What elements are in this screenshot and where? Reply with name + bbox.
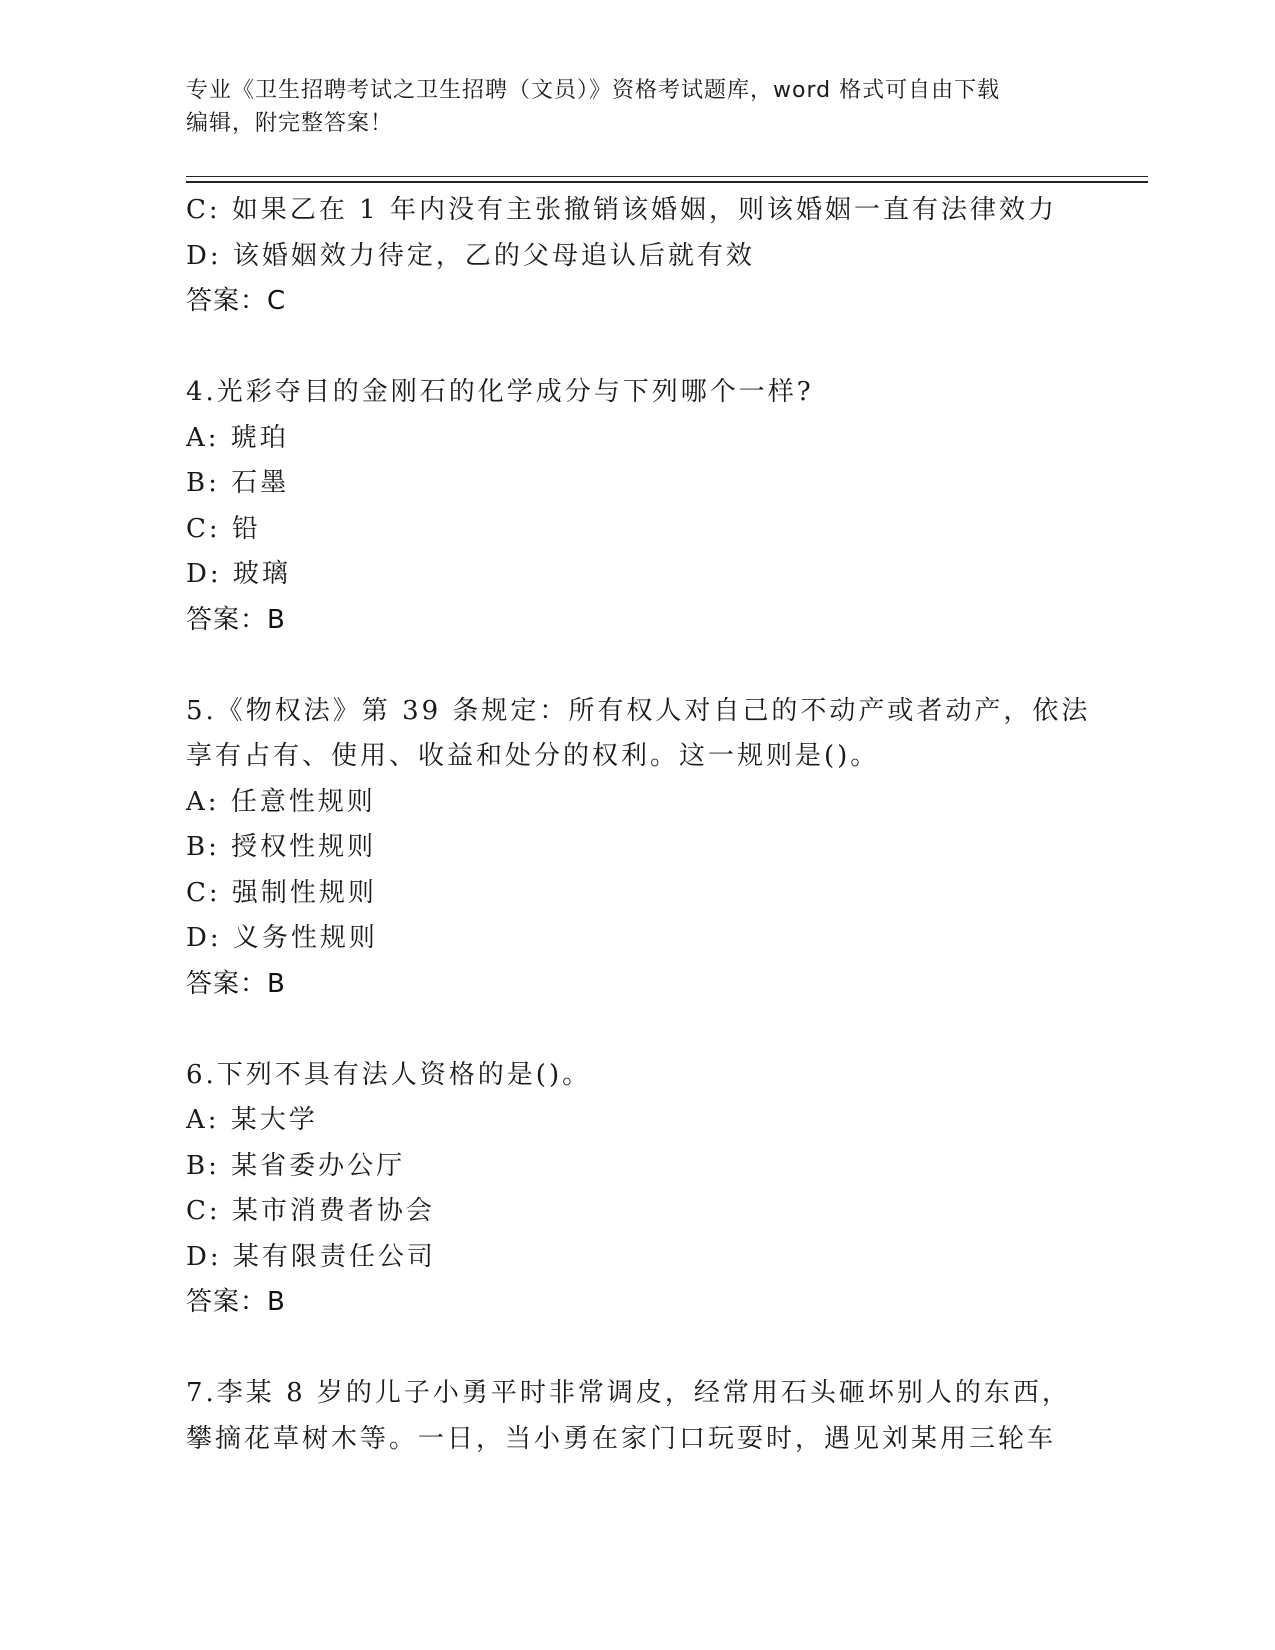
spacer (186, 643, 1116, 689)
option-c: C: 如果乙在 1 年内没有主张撤销该婚姻，则该婚姻一直有法律效力 (186, 195, 1057, 225)
question-stem-line-1: 5.《物权法》第 39 条规定：所有权人对自己的不动产或者动产，依法 (186, 695, 1091, 726)
question-stem-line-1: 7.李某 8 岁的儿子小勇平时非常调皮，经常用石头砸坏别人的东西， (186, 1378, 1071, 1408)
question-stem: 6.下列不具有法人资格的是()。 (186, 1059, 592, 1090)
question-list (186, 188, 1116, 1462)
option-c: C: 某市消费者协会 (186, 1196, 435, 1226)
option-b: B: 授权性规则 (186, 832, 377, 862)
spacer (186, 1326, 1116, 1372)
option-c: C: 强制性规则 (186, 877, 377, 908)
question-stem-line-2: 攀摘花草树木等。一日，当小勇在家门口玩耍时，遇见刘某用三轮车 (186, 1423, 1057, 1454)
page-header (186, 74, 1066, 140)
answer-line: 答案：C (186, 286, 287, 316)
spacer (186, 325, 1116, 371)
question-stem: 4.光彩夺目的金刚石的化学成分与下列哪个一样? (186, 377, 814, 407)
option-c: C: 铅 (186, 513, 261, 544)
question-4 (186, 370, 1116, 643)
option-a: A: 某大学 (186, 1105, 318, 1135)
header-title-line-1: 专业《卫生招聘考试之卫生招聘（文员）》资格考试题库，word 格式可自由下载 (186, 78, 1001, 103)
header-title-line-2: 编辑，附完整答案！ (186, 111, 394, 136)
answer-line: 答案：B (186, 1287, 286, 1317)
option-d: D: 义务性规则 (186, 923, 378, 953)
option-a: A: 琥珀 (186, 422, 289, 453)
option-d: D: 玻璃 (186, 559, 291, 589)
option-b: B: 石墨 (186, 468, 290, 498)
question-6 (186, 1053, 1116, 1326)
option-b: B: 某省委办公厅 (186, 1150, 406, 1181)
option-d: D: 该婚姻效力待定，乙的父母追认后就有效 (186, 240, 755, 271)
question-7 (186, 1371, 1116, 1462)
spacer (186, 1007, 1116, 1053)
answer-line: 答案：B (186, 968, 286, 999)
header-divider-thick (186, 181, 1148, 183)
header-divider-thin (186, 176, 1148, 177)
option-d: D: 某有限责任公司 (186, 1241, 436, 1272)
question-3-tail (186, 188, 1116, 325)
option-a: A: 任意性规则 (186, 786, 376, 817)
question-stem-line-2: 享有占有、使用、收益和处分的权利。这一规则是()。 (186, 741, 880, 771)
answer-line: 答案：B (186, 604, 286, 635)
question-5 (186, 689, 1116, 1008)
